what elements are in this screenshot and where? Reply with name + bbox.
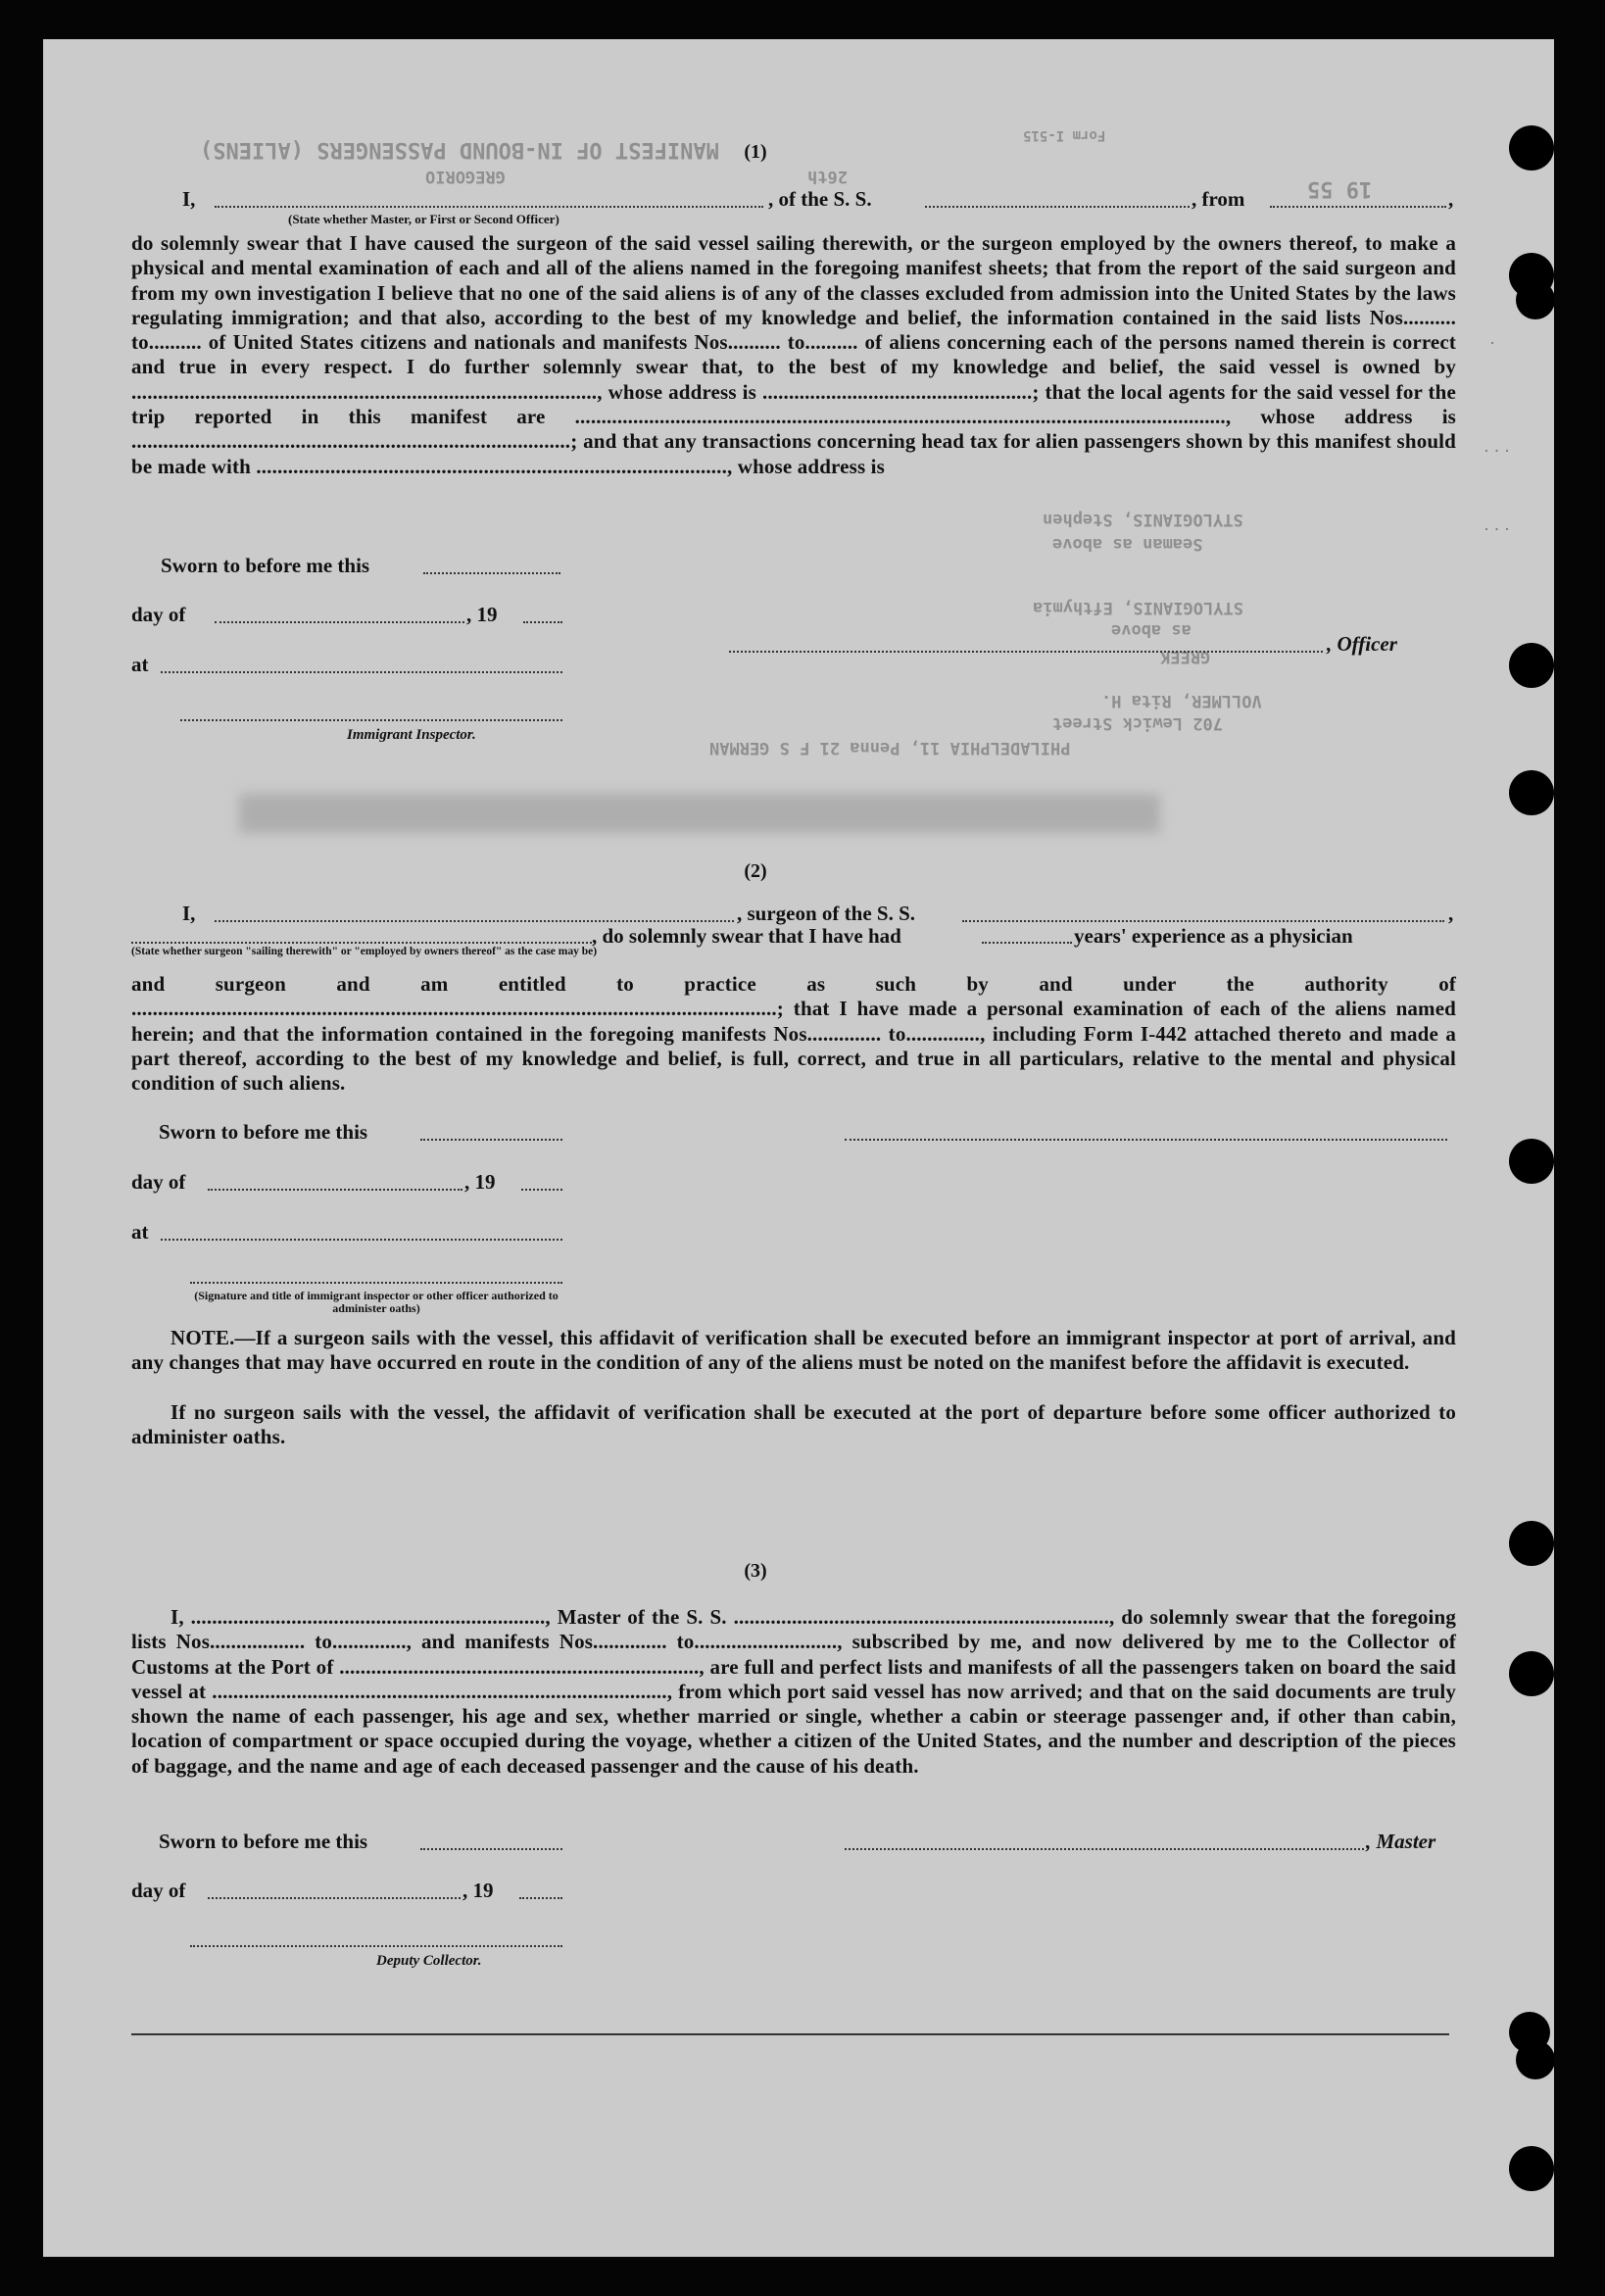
- swear-label: , do solemnly swear that I have had: [592, 924, 901, 948]
- sworn-day-field-3[interactable]: [420, 1848, 562, 1850]
- signature-title-note: (Signature and title of immigrant inspector or other officer authorized to administer oaths): [194, 1289, 559, 1315]
- year-field-3[interactable]: [519, 1897, 562, 1899]
- sworn-label-1: Sworn to before me this: [161, 554, 370, 577]
- section-1-number: (1): [744, 141, 767, 163]
- inspector-signature-field[interactable]: [180, 719, 562, 721]
- from-port-field[interactable]: [1270, 206, 1446, 208]
- bleed-through-text: as above: [1111, 620, 1192, 640]
- bleed-through-text: PHILADELPHIA 11, Penna 21 F S GERMAN: [709, 738, 1071, 757]
- section-2-i: I,: [182, 902, 196, 925]
- bleed-through-text: Seaman as above: [1052, 534, 1203, 554]
- surgeon-signature-field[interactable]: [845, 1139, 1447, 1141]
- comma: ,: [1448, 187, 1454, 211]
- section-2-oath-text: and surgeon and am entitled to practice as such by and under the authority of ..........................................................................................................................; that I have made a personal examination of each of the aliens named herein; and that the information contained in the foregoing manifests Nos.............. to.............., including Form I-442 attached thereto and made a part thereof, according to the best of my knowledge and belief, is full, correct, and true in all particulars, relative to the mental and physical condition of such aliens.: [131, 972, 1456, 1096]
- sworn-label-2: Sworn to before me this: [159, 1120, 368, 1144]
- deputy-collector-label: Deputy Collector.: [376, 1953, 482, 1969]
- bleed-through-title: MANIFEST OF IN-BOUND PASSENGERS (ALIENS): [200, 137, 719, 162]
- officer-signature-field[interactable]: [729, 651, 1323, 653]
- note-paragraph-1: NOTE.—If a surgeon sails with the vessel, this affidavit of verification shall be executed before an immigrant inspector at port of arrival, and any changes that may have occurred en route in the condition of any of the aliens must be noted on the manifest before the affidavit is executed.: [131, 1326, 1456, 1375]
- note-paragraph-2: If no surgeon sails with the vessel, the affidavit of verification shall be executed at the port of departure before some officer authorized to administer oaths.: [131, 1400, 1456, 1449]
- bleed-through-text: 702 Lewick Street: [1052, 713, 1223, 733]
- bleed-through-text: 19 55: [1307, 176, 1373, 201]
- inspector-signature-field-2[interactable]: [190, 1282, 562, 1284]
- at-label-2: at: [131, 1220, 149, 1244]
- binder-hole: [1509, 1521, 1554, 1566]
- bottom-rule: [131, 2033, 1449, 2035]
- binder-hole: [1509, 1139, 1554, 1184]
- vessel-name-field[interactable]: [925, 206, 1190, 208]
- at-place-field-2[interactable]: [161, 1239, 562, 1241]
- month-field-2[interactable]: [208, 1189, 462, 1191]
- form-page: [43, 39, 1554, 2257]
- day-of-label-1: day of: [131, 603, 186, 626]
- section-1-oath-text: do solemnly swear that I have caused the surgeon of the said vessel sailing therewith, or the surgeon employed by the owners thereof, to make a physical and mental examination of each and all of the aliens named in the foregoing manifest sheets; that from the report of the said surgeon and from my own investigation I believe that no one of the said aliens is of any of the classes excluded from admission into the United States by the laws regulating immigration; and that also, according to the best of my knowledge and belief, the information contained in the said lists Nos.......... to.......... of United States citizens and nationals and manifests Nos.......... to.......... of aliens concerning each of the persons named therein is correct and true in every respect. I do further solemnly swear that, to the best of my knowledge and belief, the said vessel is owned by ........................................................................................, whose address is ...................................................; that the local agents for the said vessel for the trip reported in this manifest are ..........................................................................................................................., whose address is ...................................................................................; and that any transactions concerning head tax for alien passengers shown by this manifest should be made with ........................................................................................., whose address is: [131, 231, 1456, 478]
- year-label-2: , 19: [464, 1170, 496, 1194]
- section-3-number: (3): [744, 1560, 767, 1582]
- surgeon-of-label: , surgeon of the S. S.: [737, 902, 916, 925]
- bleed-through-text: STYLOGIANIS, Stephen: [1043, 510, 1243, 529]
- bleed-through-text: VOLLMER, Rita H.: [1101, 691, 1262, 710]
- bleed-through-text: GREEK: [1160, 647, 1211, 666]
- from-label: , from: [1192, 187, 1245, 211]
- bleed-through-stamp: [239, 794, 1160, 833]
- officer-name-field[interactable]: [215, 206, 763, 208]
- of-ss-label: , of the S. S.: [768, 187, 872, 211]
- years-experience-field[interactable]: [982, 942, 1072, 944]
- month-field-3[interactable]: [208, 1897, 461, 1899]
- collector-signature-field[interactable]: [190, 1945, 562, 1947]
- years-label: years' experience as a physician: [1074, 924, 1353, 948]
- section-1-i: I,: [182, 187, 196, 211]
- margin-mark: ·: [1489, 333, 1495, 353]
- surgeon-status-field[interactable]: [131, 942, 592, 944]
- sworn-label-3: Sworn to before me this: [159, 1830, 368, 1853]
- margin-mark: · · ·: [1483, 519, 1510, 539]
- at-place-field-1[interactable]: [161, 671, 562, 673]
- binder-hole: [1509, 2146, 1554, 2191]
- bleed-through-text: GREGORIO: [425, 167, 506, 186]
- sworn-day-field-1[interactable]: [423, 572, 560, 574]
- year-field-2[interactable]: [521, 1189, 562, 1191]
- immigrant-inspector-label: Immigrant Inspector.: [347, 727, 476, 743]
- at-label-1: at: [131, 653, 149, 676]
- binder-hole: [1516, 2040, 1554, 2079]
- bleed-through-text: 26th: [807, 167, 848, 186]
- sworn-day-field-2[interactable]: [420, 1139, 562, 1141]
- month-field-1[interactable]: [215, 621, 464, 623]
- binder-hole: [1509, 770, 1554, 815]
- binder-hole: [1516, 280, 1554, 319]
- surgeon-name-field[interactable]: [215, 920, 734, 922]
- margin-mark: · · ·: [1483, 441, 1510, 461]
- comma: ,: [1448, 902, 1454, 925]
- year-field-1[interactable]: [523, 621, 562, 623]
- binder-hole: [1509, 125, 1554, 171]
- surgeon-status-note: (State whether surgeon "sailing therewith" or "employed by owners thereof" as the case may be): [131, 946, 598, 957]
- surgeon-vessel-field[interactable]: [962, 920, 1444, 922]
- binder-hole: [1509, 1651, 1554, 1696]
- binder-hole: [1509, 643, 1554, 688]
- officer-rank-note: (State whether Master, or First or Second Officer): [288, 212, 559, 226]
- master-label: , Master: [1366, 1830, 1436, 1853]
- section-3-oath-text: I, ..................................................................., Master of the S. S. ......................................................................., do solemnly swear that the foregoing lists Nos.................. to.............., and manifests Nos.............. to..........................., subscribed by me, and now delivered by me to the Collector of Customs at the Port of ...................................................................., are full and perfect lists and manifests of all the passengers taken on board the said vessel at ......................................................................................, from which port said vessel has now arrived; and that on the said documents are truly shown the name of each passenger, his age and sex, whether married or single, whether a cabin or steerage passenger and, if other than cabin, location of compartment or space occupied during the voyage, whether a citizen of the United States, and the number and description of the pieces of baggage, and the name and age of each deceased passenger and the cause of his death.: [131, 1605, 1456, 1778]
- bleed-through-text: STYLOGIANIS, Efthymia: [1033, 598, 1243, 617]
- day-of-label-2: day of: [131, 1170, 186, 1194]
- master-signature-field[interactable]: [845, 1848, 1364, 1850]
- day-of-label-3: day of: [131, 1879, 186, 1902]
- year-label-1: , 19: [466, 603, 498, 626]
- officer-label: , Officer: [1327, 632, 1397, 656]
- bleed-through-text: Form I-515: [1023, 127, 1106, 143]
- section-2-number: (2): [744, 860, 767, 882]
- year-label-3: , 19: [462, 1879, 494, 1902]
